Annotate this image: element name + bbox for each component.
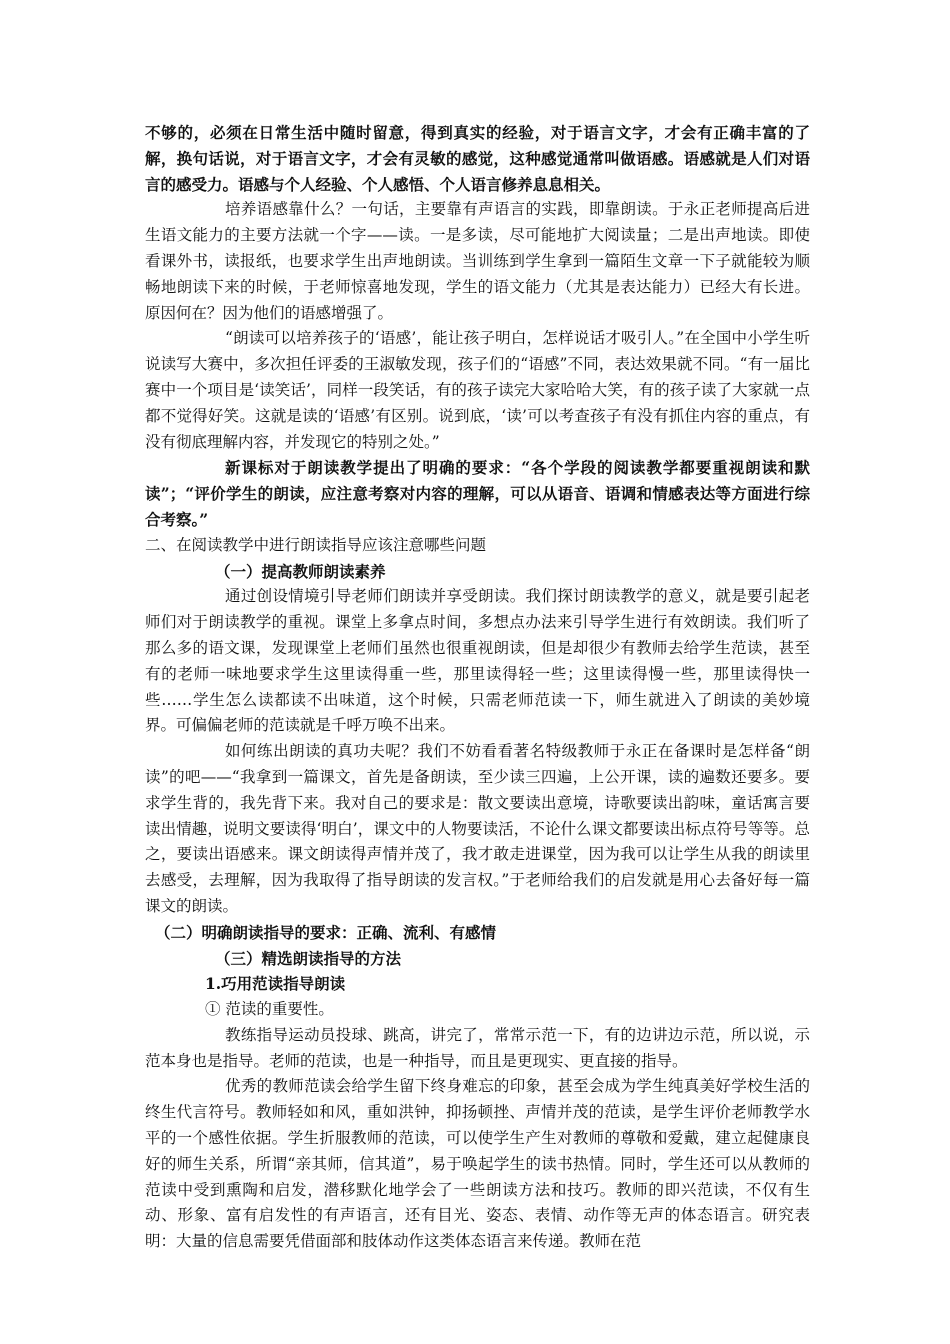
section-heading-2: 二、在阅读教学中进行朗读指导应该注意哪些问题 [145,535,487,554]
subsection-heading-2: （二）明确朗读指导的要求：正确、流利、有感情 [155,922,497,942]
note-model-reading-importance: ① 范读的重要性。 [205,1000,334,1019]
paragraph-coach-demonstration: 教练指导运动员投球、跳高，讲完了，常常示范一下，有的边讲边示范，所以说，示范本身也是指导。老师的范读，也是一种指导，而且是更现实、更直接的指导。 [145,1025,810,1070]
paragraph-language-sense-definition: 不够的，必须在日常生活中随时留意，得到真实的经验，对于语言文字，才会有正确丰富的了解，换句话说，对于语言文字，才会有灵敏的感觉，这种感觉通常叫做语感。语感就是人们对语言的感受力。语感与个人经验、个人感悟、个人语言修养息息相关。 [145,123,810,194]
paragraph-teacher-reading-literacy: 通过创设情境引导老师们朗读并享受朗读。我们探讨朗读教学的意义，就是要引起老师们对于朗读教学的重视。课堂上多拿点时间，多想点办法来引导学生进行有效朗读。我们听了那么多的语文课，发现课堂上老师们虽然也很重视朗读，但是却很少有教师去给学生范读，甚至有的老师一味地要求学生这里读得重一些，那里读得轻一些；这里读得慢一些，那里读得快一些……学生怎么读都读不出味道，这个时候，只需老师范读一下，师生就进入了朗读的美妙境界。可偏偏老师的范读就是千呼万唤不出来。 [145,587,810,735]
paragraph-curriculum-requirement: 新课标对于朗读教学提出了明确的要求：“各个学段的阅读教学都要重视朗读和默读”；“评价学生的朗读，应注意考察对内容的理解，可以从语音、语调和情感表达等方面进行综合考察。” [145,458,810,529]
paragraph-excellent-model-reading: 优秀的教师范读会给学生留下终身难忘的印象，甚至会成为学生纯真美好学校生活的终生代言符号。教师轻如和风，重如洪钟，抑扬顿挫、声情并茂的范读，是学生评价老师教学水平的一个感性依据。学生折服教师的范读，可以使学生产生对教师的尊敬和爱戴，建立起健康良好的师生关系，所谓“亲其师，信其道”，易于唤起学生的读书热情。同时，学生还可以从教师的范读中受到熏陶和启发，潜移默化地学会了一些朗读方法和技巧。教师的即兴范读，不仅有生动、形象、富有启发性的有声语言，还有目光、姿态、表情、动作等无声的体态语言。研究表明：大量的信息需要凭借面部和肢体动作这类体态语言来传递。教师在范 [145,1077,810,1251]
paragraph-reading-competition-quote: “朗读可以培养孩子的‘语感’，能让孩子明白，怎样说话才吸引人。”在全国中小学生听说读写大赛中，多次担任评委的王淑敏发现，孩子们的“语感”不同，表达效果就不同。“有一届比赛中一个项目是‘读笑话’，同样一段笑话，有的孩子读完大家哈哈大笑，有的孩子读了大家就一点都不觉得好笑。这就是读的‘语感’有区别。说到底，‘读’可以考查孩子有没有抓住内容的重点，有没有彻底理解内容，并发现它的特别之处。” [145,329,810,451]
item-heading-model-reading: 1.巧用范读指导朗读 [205,974,346,994]
paragraph-yu-yongzheng-example: 如何练出朗读的真功夫呢？我们不妨看看著名特级教师于永正在备课时是怎样备“朗读”的吧——“我拿到一篇课文，首先是备朗读，至少读三四遍，上公开课，读的遍数还要多。要求学生背的，我先背下来。我对自己的要求是：散文要读出意境，诗歌要读出韵味，童话寓言要读出情趣，说明文要读得‘明白’，课文中的人物要读活，不论什么课文都要读出标点符号等等。总之，要读出语感来。课文朗读得声情并茂了，我才敢走进课堂，因为我可以让学生从我的朗读里去感受，去理解，因为我取得了指导朗读的发言权。”于老师给我们的启发就是用心去备好每一篇课文的朗读。 [145,742,810,915]
subsection-heading-3: （三）精选朗读指导的方法 [215,948,402,968]
paragraph-cultivate-language-sense: 培养语感靠什么？一句话，主要靠有声语言的实践，即靠朗读。于永正老师提高后进生语文能力的主要方法就一个字——读。一是多读，尽可能地扩大阅读量；二是出声地读。即使看课外书，读报纸，也要求学生出声地朗读。当训练到学生拿到一篇陌生文章一下子就能较为顺畅地朗读下来的时候，于老师惊喜地发现，学生的语文能力（尤其是表达能力）已经大有长进。原因何在？因为他们的语感增强了。 [145,200,810,322]
subsection-heading-1: （一）提高教师朗读素养 [215,561,386,581]
